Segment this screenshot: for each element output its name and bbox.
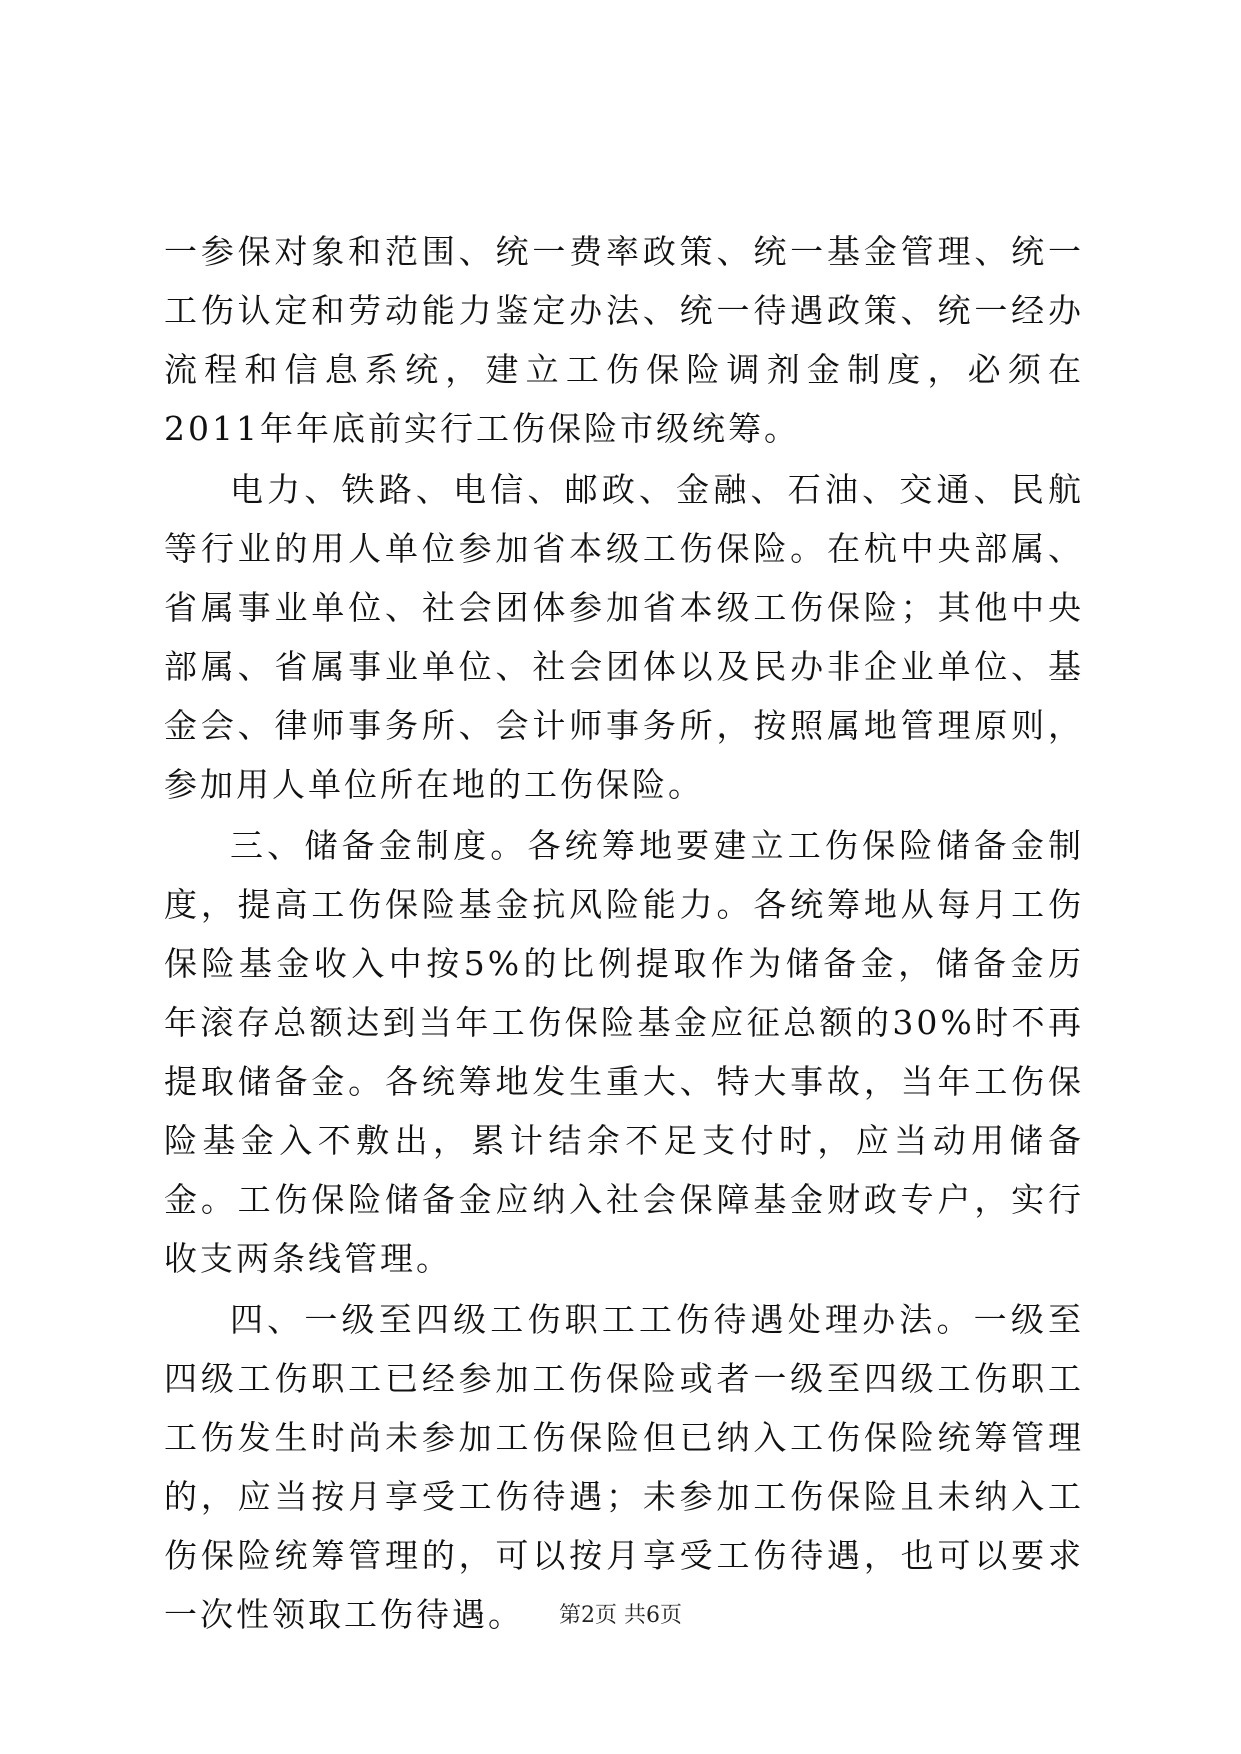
paragraph-1: 一参保对象和范围、统一费率政策、统一基金管理、统一工伤认定和劳动能力鉴定办法、统一待遇政策、统一经办流程和信息系统，建立工伤保险调剂金制度，必须在2011年年底前实行工伤保险市级统筹。: [164, 232, 1084, 448]
paragraph-2: 电力、铁路、电信、邮政、金融、石油、交通、民航等行业的用人单位参加省本级工伤保险。在杭中央部属、省属事业单位、社会团体参加省本级工伤保险；其他中央部属、省属事业单位、社会团体以及民办非企业单位、基金会、律师事务所、会计师事务所，按照属地管理原则，参加用人单位所在地的工伤保险。: [164, 470, 1084, 804]
paragraph-4: 四、一级至四级工伤职工工伤待遇处理办法。一级至四级工伤职工已经参加工伤保险或者一级至四级工伤职工工伤发生时尚未参加工伤保险但已纳入工伤保险统筹管理的，应当按月享受工伤待遇；未参加工伤保险且未纳入工伤保险统筹管理的，可以按月享受工伤待遇，也可以要求一次性领取工伤待遇。: [164, 1300, 1084, 1634]
document-body: [164, 222, 1084, 1646]
paragraph-3: 三、储备金制度。各统筹地要建立工伤保险储备金制度，提高工伤保险基金抗风险能力。各统筹地从每月工伤保险基金收入中按5%的比例提取作为储备金，储备金历年滚存总额达到当年工伤保险基金应征总额的30%时不再提取储备金。各统筹地发生重大、特大事故，当年工伤保险基金入不敷出，累计结余不足支付时，应当动用储备金。工伤保险储备金应纳入社会保障基金财政专户，实行收支两条线管理。: [164, 826, 1084, 1278]
page-number-footer: 第2页 共6页: [559, 1603, 682, 1628]
